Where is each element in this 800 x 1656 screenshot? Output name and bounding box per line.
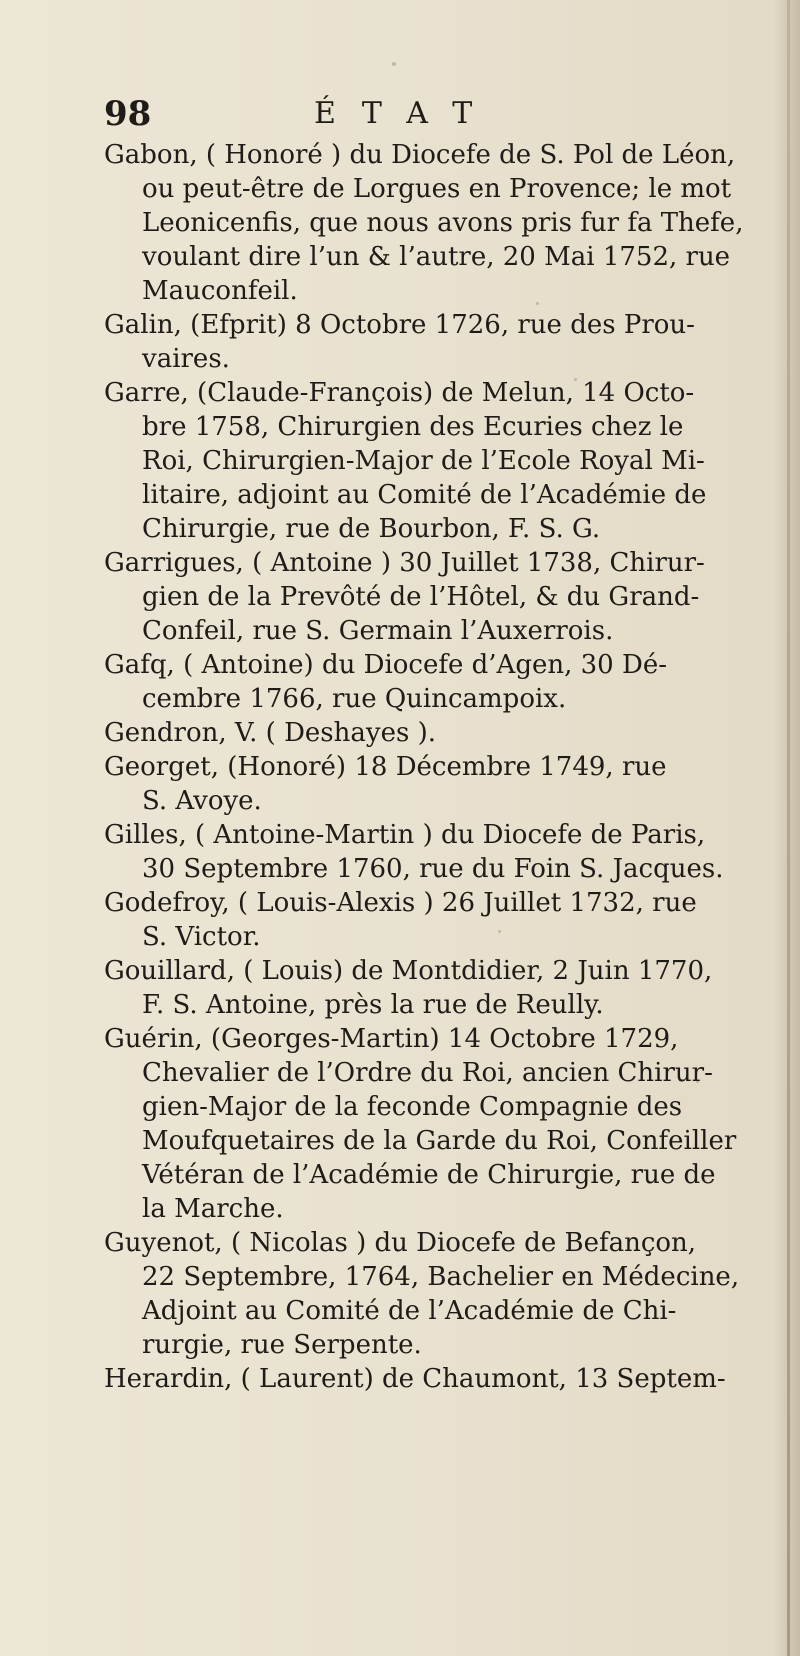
entry-line: vaires. <box>142 344 230 374</box>
entry-garre <box>104 376 764 546</box>
entry-line: Gendron, V. ( Deshayes ). <box>104 718 436 748</box>
entry-line: cembre 1766, rue Quincampoix. <box>142 684 567 714</box>
entry-line: Mauconfeil. <box>142 276 298 306</box>
entry-line: Godefroy, ( Louis-Alexis ) 26 Juillet 1732, rue <box>104 888 697 918</box>
entry-line: Roi, Chirurgien-Major de l’Ecole Royal Mi- <box>142 446 705 476</box>
entry-line: Gafq, ( Antoine) du Diocefe d’Agen, 30 Dé- <box>104 650 667 680</box>
entry-line: Guérin, (Georges-Martin) 14 Octobre 1729, <box>104 1024 679 1054</box>
entry-line: rurgie, rue Serpente. <box>142 1330 422 1360</box>
entry-line: S. Avoye. <box>142 786 262 816</box>
entry-line: Gilles, ( Antoine-Martin ) du Diocefe de Paris, <box>104 820 706 850</box>
entry-line: 22 Septembre, 1764, Bachelier en Médecine, <box>142 1262 740 1292</box>
entry-line: Guyenot, ( Nicolas ) du Diocefe de Befançon, <box>104 1228 697 1258</box>
entry-line: Moufquetaires de la Garde du Roi, Confeiller <box>142 1126 737 1156</box>
entry-line: gien-Major de la feconde Compagnie des <box>142 1092 683 1122</box>
entry-line: litaire, adjoint au Comité de l’Académie de <box>142 480 707 510</box>
entry-gilles <box>104 818 764 886</box>
entry-georget <box>104 750 764 818</box>
entry-garrigues <box>104 546 764 648</box>
entry-galin <box>104 308 764 376</box>
entry-line: Vétéran de l’Académie de Chirurgie, rue de <box>142 1160 716 1190</box>
entry-herardin <box>104 1362 764 1396</box>
entry-gasq <box>104 648 764 716</box>
entry-line: Garre, (Claude-François) de Melun, 14 Octo- <box>104 378 695 408</box>
entry-line: Gabon, ( Honoré ) du Diocefe de S. Pol de Léon, <box>104 140 736 170</box>
entry-line: Adjoint au Comité de l’Académie de Chi- <box>142 1296 677 1326</box>
entry-line: S. Victor. <box>142 922 261 952</box>
entry-line: 30 Septembre 1760, rue du Foin S. Jacques. <box>142 854 724 884</box>
entry-line: Gouillard, ( Louis) de Montdidier, 2 Juin 1770, <box>104 956 713 986</box>
entry-line: Leonicenfis, que nous avons pris fur fa Thefe, <box>142 208 744 238</box>
entry-line: ou peut-être de Lorgues en Provence; le mot <box>142 174 732 204</box>
page-edge-shadow <box>772 0 800 1656</box>
entry-line: bre 1758, Chirurgien des Ecuries chez le <box>142 412 684 442</box>
running-title: ÉTAT <box>314 96 499 131</box>
entry-line: Galin, (Efprit) 8 Octobre 1726, rue des Prou- <box>104 310 695 340</box>
entry-line: voulant dire l’un & l’autre, 20 Mai 1752, rue <box>142 242 731 272</box>
entry-line: Garrigues, ( Antoine ) 30 Juillet 1738, Chirur- <box>104 548 705 578</box>
entry-line: Georget, (Honoré) 18 Décembre 1749, rue <box>104 752 667 782</box>
page-header <box>104 92 764 136</box>
entry-line: Chevalier de l’Ordre du Roi, ancien Chirur- <box>142 1058 713 1088</box>
entry-line: gien de la Prevôté de l’Hôtel, & du Grand- <box>142 582 700 612</box>
entry-gabon <box>104 138 764 308</box>
entry-godefroy <box>104 886 764 954</box>
entry-line: Chirurgie, rue de Bourbon, F. S. G. <box>142 514 601 544</box>
entry-line: la Marche. <box>142 1194 284 1224</box>
entry-line: Herardin, ( Laurent) de Chaumont, 13 Septem- <box>104 1364 726 1394</box>
entry-guerin <box>104 1022 764 1226</box>
entry-line: F. S. Antoine, près la rue de Reully. <box>142 990 604 1020</box>
register-entries <box>104 138 764 1458</box>
entry-gouillard <box>104 954 764 1022</box>
binding-edge <box>787 0 790 1656</box>
entry-guyenot <box>104 1226 764 1362</box>
entry-line: Confeil, rue S. Germain l’Auxerrois. <box>142 616 614 646</box>
entry-gendron <box>104 716 764 750</box>
paper-speck <box>392 62 396 66</box>
page-number: 98 <box>104 94 152 134</box>
